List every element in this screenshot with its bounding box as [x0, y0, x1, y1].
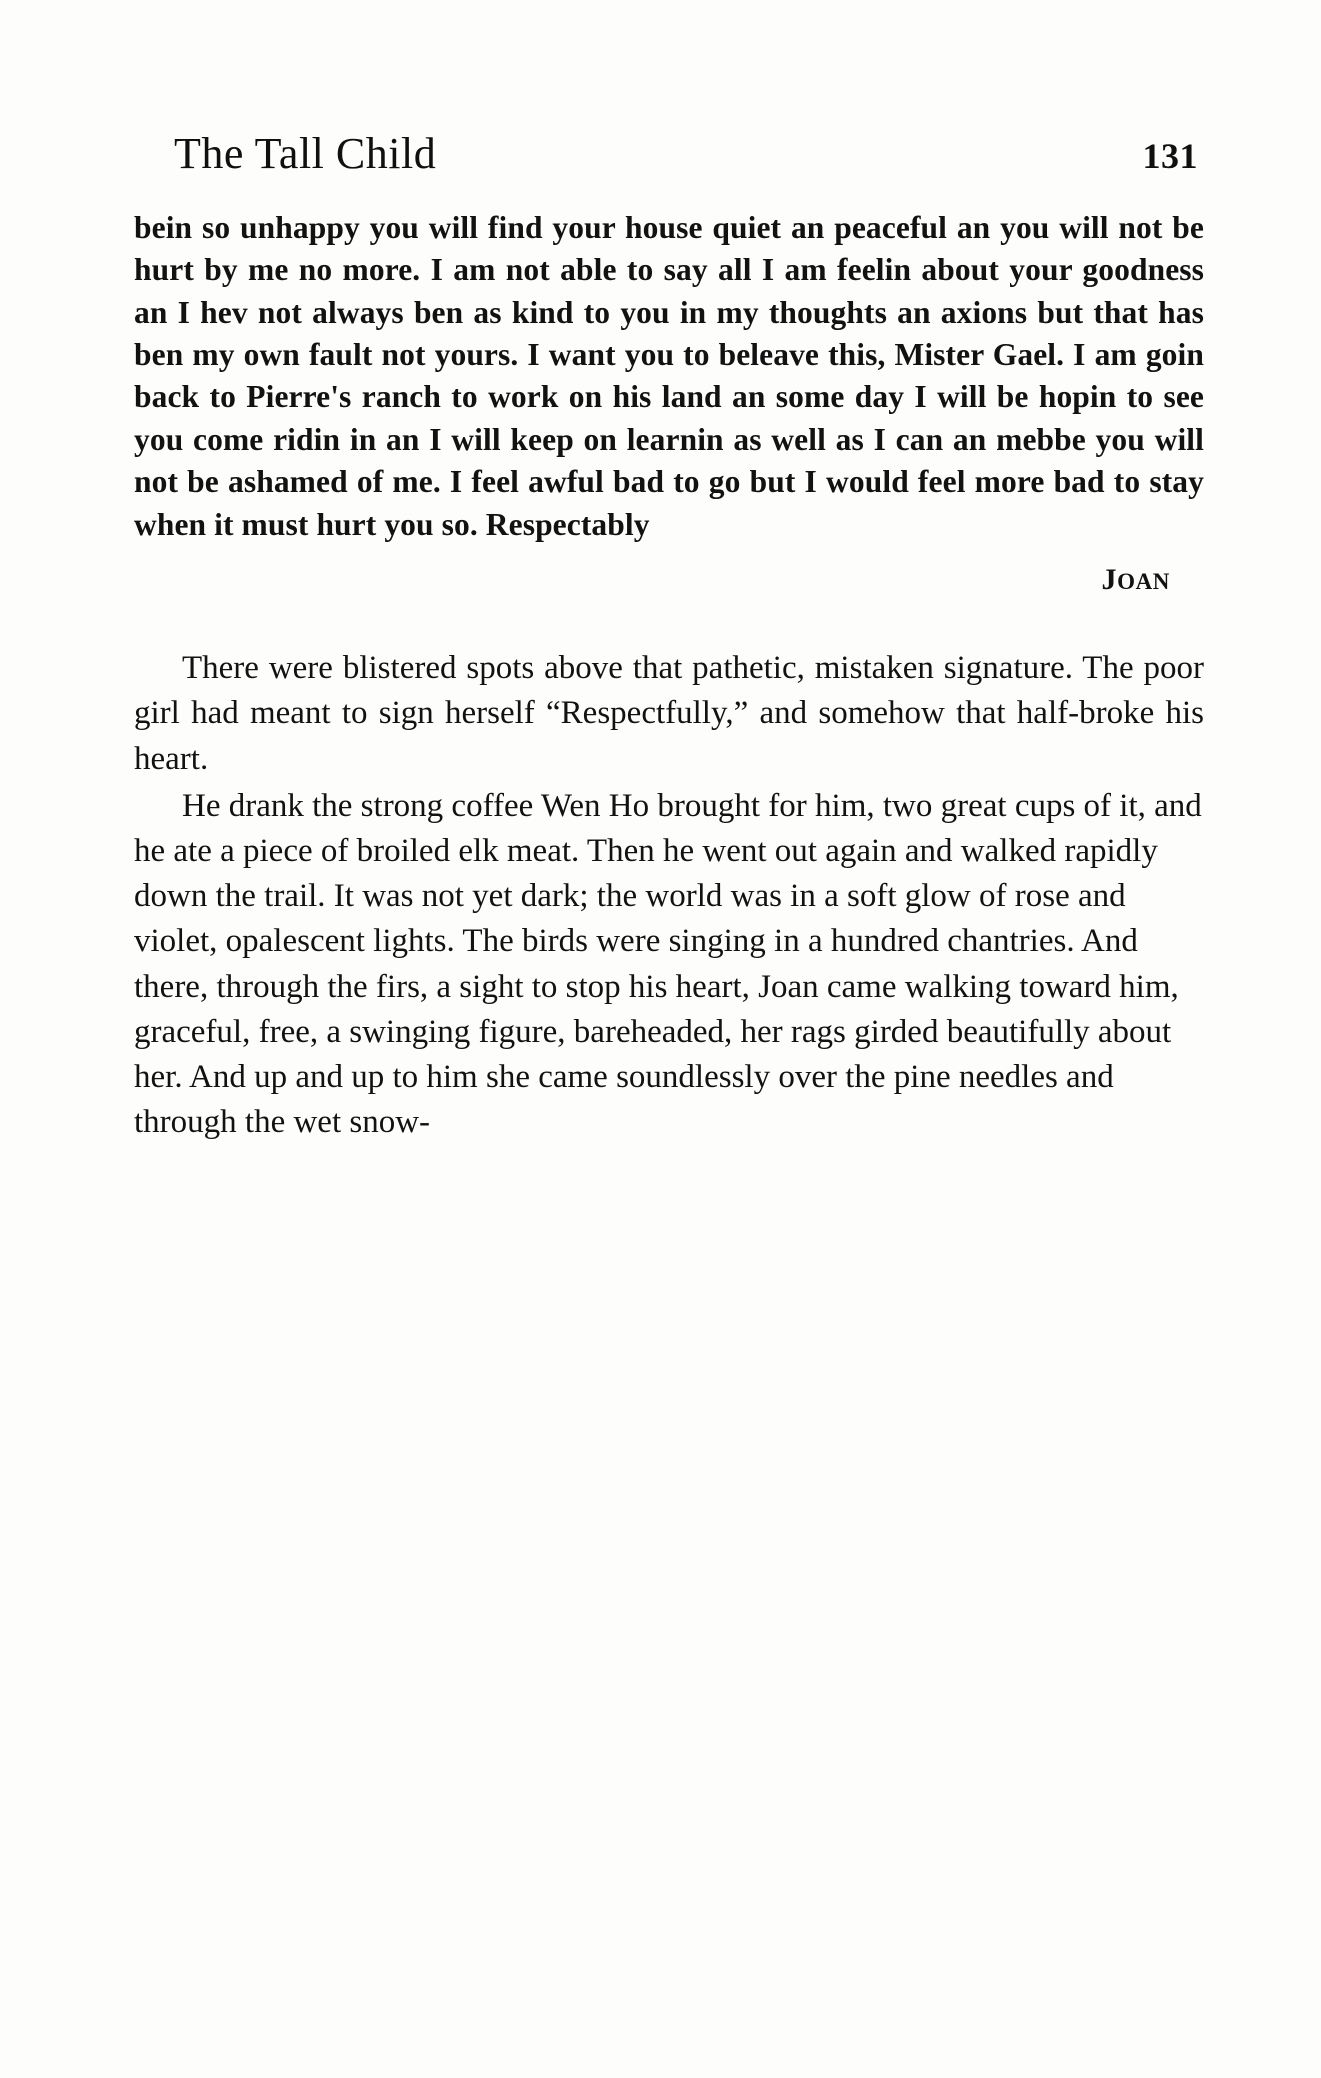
signature-remainder: OAN [1117, 568, 1170, 594]
paragraph-1: There were blistered spots above that pathetic, mistaken signature. The poor girl had meant to sign herself “Respectfully,” and somehow that half-broke his heart. [134, 650, 1204, 777]
page-content [134, 128, 1204, 1145]
letter-paragraph: bein so unhappy you will find your house quiet an peaceful an you will not be hurt by me no more. I am not able to say all I am feelin about your goodness an I hev not always ben as kind to you in my thoughts an axions but that has ben my own fault not yours. I want you to beleave this, Mister Gael. I am goin back to Pierre's ranch to work on his land an some day I will be hopin to see you come ridin in an I will keep on learnin as well as I can an mebbe you will not be ashamed of me. I feel awful bad to go but I would feel more bad to stay when it must hurt you so. Respectably [134, 210, 1204, 542]
chapter-title: The Tall Child [174, 129, 437, 178]
letter-body [134, 207, 1204, 600]
page-header [134, 128, 1204, 179]
letter-signature [134, 560, 1204, 600]
page-number: 131 [1142, 136, 1198, 176]
narrative-text [134, 646, 1204, 1145]
paragraph-2: He drank the strong coffee Wen Ho brought for him, two great cups of it, and he ate a piece of broiled elk meat. Then he went out again and walked rapidly down the trail. It was not yet dark; the world was in a soft glow of rose and violet, opalescent lights. The birds were singing in a hundred chantries. And there, through the firs, a sight to stop his heart, Joan came walking toward him, graceful, free, a swinging figure, bareheaded, her rags girded beautifully about her. And up and up to him she came soundlessly over the pine needles and through the wet snow- [134, 787, 1202, 1141]
signature-initial: J [1101, 562, 1118, 596]
